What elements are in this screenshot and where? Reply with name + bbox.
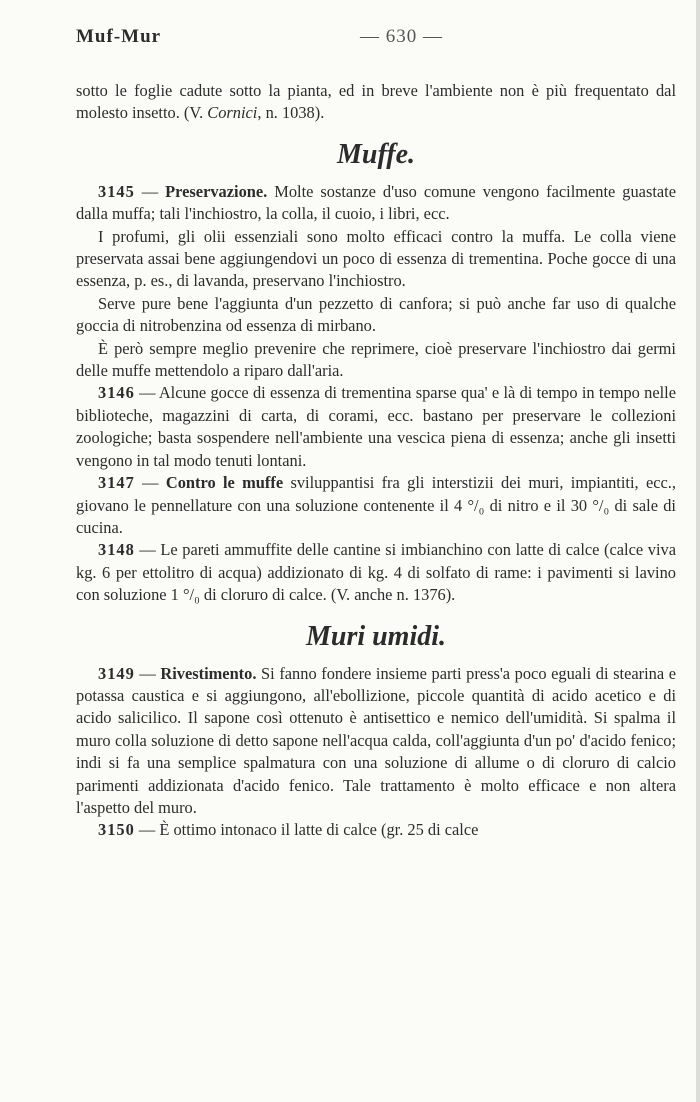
page-edge-shadow bbox=[696, 0, 700, 1102]
entry-number: 3148 bbox=[98, 540, 135, 560]
running-title: Muf-Mur bbox=[76, 26, 162, 47]
entry-3149: 3149 — Rivestimento. Si fanno fondere insieme parti press'a poco eguali di stearina e potassa caustica e si aggiungono, all'ebollizione, piccole quantità di acido acetico e di acido salicilico. Il sapone così ottenuto è antisettico e nemico dell'umidità. Si spalma il muro colla soluzione di detto sapone nell'acqua calda, coll'aggiunta d'un po' d'acido fenico; indi si fa una semplice spalmatura con una soluzione di allume o di cloruro di calcio parimenti addizionata d'acido fenico. Tale trattamento è molto efficace e non altera l'aspetto del muro. bbox=[76, 663, 676, 817]
entry-heading: Rivestimento. bbox=[160, 663, 257, 683]
entry-3145-paragraph-4: È però sempre meglio prevenire che reprimere, cioè preservare l'inchiostro dai germi delle muffe mettendolo a riparo dall'aria. bbox=[76, 338, 676, 381]
section-title-muffe: Muffe. bbox=[336, 138, 416, 170]
entry-number: 3147 bbox=[98, 473, 135, 493]
page-body bbox=[76, 80, 676, 842]
cross-reference: Cornici bbox=[207, 103, 258, 123]
entry-3145-paragraph-2: I profumi, gli olii essenziali sono molto efficaci contro la muffa. Le colla viene preservata assai bene aggiungendovi un poco di essenza di trementina. Poche gocce di una essenza, p. es., di lavanda, preservano l'inchiostro. bbox=[76, 226, 676, 291]
entry-3148: 3148 — Le pareti ammuffite delle cantine si imbianchino con latte di calce (calce viva kg. 6 per ettolitro di acqua) addizionato di kg. 4 di solfato di rame: i pavimenti si lavino con soluzione 1 °/₀ di cloruro di calce. (V. anche n. 1376). bbox=[76, 540, 676, 605]
entry-number: 3149 bbox=[98, 663, 135, 683]
entry-number: 3150 bbox=[98, 820, 135, 840]
entry-3147: 3147 — Contro le muffe sviluppantisi fra gli interstizii dei muri, impiantiti, ecc., giovano le pennellature con una soluzione contenente il 4 °/₀ di nitro e il 30 °/₀ di sale di cucina. bbox=[76, 473, 676, 537]
section-title-muri-umidi: Muri umidi. bbox=[305, 620, 447, 652]
entry-number: 3146 bbox=[98, 383, 135, 403]
entry-3145-paragraph-3: Serve pure bene l'aggiunta d'un pezzetto di canfora; si può anche far uso di qualche goccia di nitrobenzina od essenza di mirbano. bbox=[76, 293, 676, 336]
entry-number: 3145 bbox=[98, 181, 135, 201]
entry-3146: 3146 — Alcune gocce di essenza di trementina sparse qua' e là di tempo in tempo nelle biblioteche, magazzini di carta, di corami, ecc. bastano per preservare le collezioni zoologiche; basta sospendere nell'ambiente una vescica piena di essenza; anche gli insetti vengono in tal modo tenuti lontani. bbox=[76, 383, 676, 470]
entry-3150: 3150 — È ottimo intonaco il latte di calce (gr. 25 di calce bbox=[98, 820, 479, 840]
running-head bbox=[76, 26, 676, 54]
entry-3145: 3145 — Preservazione. Molte sostanze d'uso comune vengono facilmente guastate dalla muffa; tali l'inchiostro, la colla, il cuoio, i libri, ecc. bbox=[76, 181, 676, 224]
page-number: — 630 — bbox=[360, 26, 443, 47]
entry-heading: Contro le muffe bbox=[165, 473, 284, 493]
intro-paragraph: sotto le foglie cadute sotto la pianta, ed in breve l'ambiente non è più frequentato dal molesto insetto. (V. Cornici, n. 1038). bbox=[76, 81, 676, 123]
entry-heading: Preservazione. bbox=[165, 181, 268, 201]
